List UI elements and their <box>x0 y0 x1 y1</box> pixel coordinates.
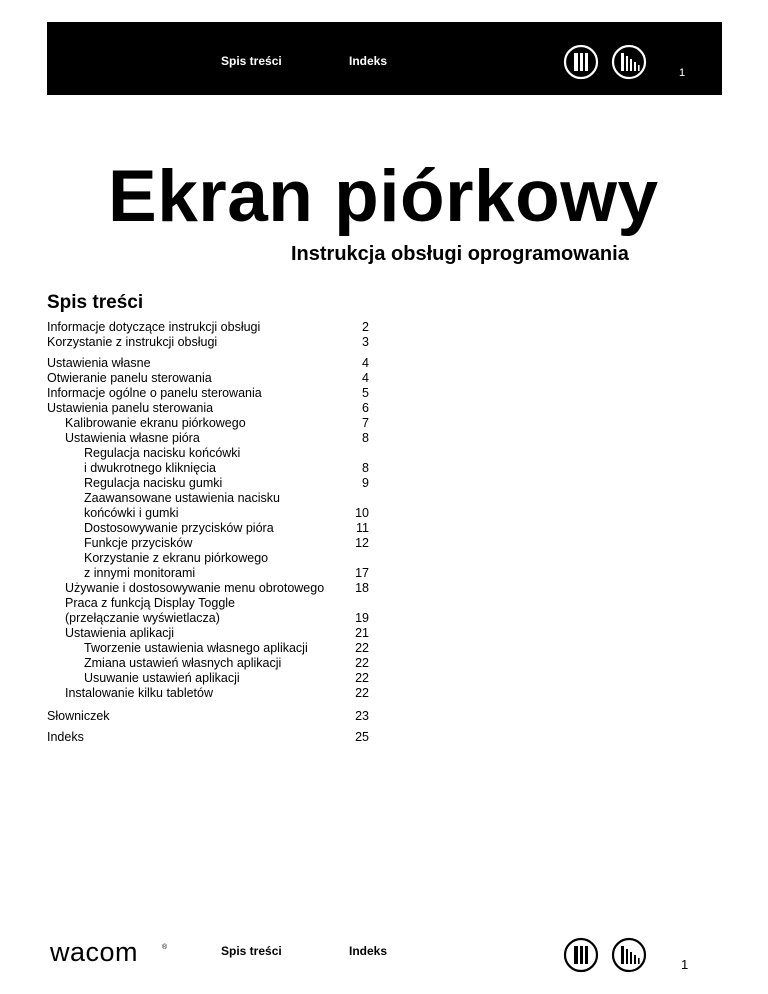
toc-entry[interactable]: Ustawienia panelu sterowania 6 <box>47 401 369 415</box>
toc-entry[interactable]: Ustawienia własne 4 <box>47 356 369 370</box>
toc-entry[interactable]: Ustawienia własne pióra 8 <box>65 431 369 445</box>
index-icon[interactable] <box>611 44 647 80</box>
toc-heading: Spis treści <box>47 292 144 313</box>
toc-entry[interactable]: Kalibrowanie ekranu piórkowego 7 <box>65 416 369 430</box>
toc-entry[interactable]: Regulacja nacisku gumki 9 <box>84 476 369 490</box>
toc-entry[interactable]: Praca z funkcją Display Toggle (przełączanie wyświetlacza) 19 <box>65 596 369 625</box>
footer-page-number: 1 <box>681 957 689 972</box>
toc-entry[interactable]: Ustawienia aplikacji 21 <box>65 626 369 640</box>
toc-entry[interactable]: Słowniczek 23 <box>47 709 369 723</box>
toc-entry[interactable]: Korzystanie z ekranu piórkowego z innymi monitorami 17 <box>84 551 369 580</box>
footer-contents-icon[interactable] <box>563 937 599 973</box>
toc-entry[interactable]: Dostosowywanie przycisków pióra 11 <box>84 521 369 535</box>
header-bar <box>47 22 722 95</box>
toc-link[interactable]: Spis treści <box>221 54 282 68</box>
contents-icon[interactable] <box>563 44 599 80</box>
svg-text:wacom: wacom <box>50 940 139 966</box>
toc-entry[interactable]: Indeks 25 <box>47 730 369 744</box>
toc-entry[interactable]: Otwieranie panelu sterowania 4 <box>47 371 369 385</box>
toc-entry[interactable]: Funkcje przycisków 12 <box>84 536 369 550</box>
toc-entry[interactable]: Usuwanie ustawień aplikacji 22 <box>84 671 369 685</box>
table-of-contents <box>47 320 369 745</box>
page-number: 1 <box>679 67 686 79</box>
toc-entry[interactable]: Korzystanie z instrukcji obsługi 3 <box>47 335 369 349</box>
document-title: Ekran piórkowy <box>108 156 659 237</box>
toc-entry[interactable]: Informacje ogólne o panelu sterowania 5 <box>47 386 369 400</box>
toc-entry[interactable]: Zaawansowane ustawienia nacisku końcówki i gumki 10 <box>84 491 369 520</box>
toc-entry[interactable]: Tworzenie ustawienia własnego aplikacji 22 <box>84 641 369 655</box>
footer-index-icon[interactable] <box>611 937 647 973</box>
document-subtitle: Instrukcja obsługi oprogramowania <box>291 243 629 265</box>
toc-entry[interactable]: Informacje dotyczące instrukcji obsługi 2 <box>47 320 369 334</box>
index-link[interactable]: Indeks <box>349 54 388 68</box>
footer-index-link[interactable]: Indeks <box>349 944 388 958</box>
footer-toc-link[interactable]: Spis treści <box>221 944 282 958</box>
svg-text:®: ® <box>162 944 168 951</box>
toc-entry[interactable]: Używanie i dostosowywanie menu obrotowego 18 <box>65 581 369 595</box>
wacom-logo <box>50 940 170 966</box>
toc-entry[interactable]: Regulacja nacisku końcówki i dwukrotnego kliknięcia 8 <box>84 446 369 475</box>
toc-entry[interactable]: Zmiana ustawień własnych aplikacji 22 <box>84 656 369 670</box>
toc-entry[interactable]: Instalowanie kilku tabletów 22 <box>65 686 369 700</box>
